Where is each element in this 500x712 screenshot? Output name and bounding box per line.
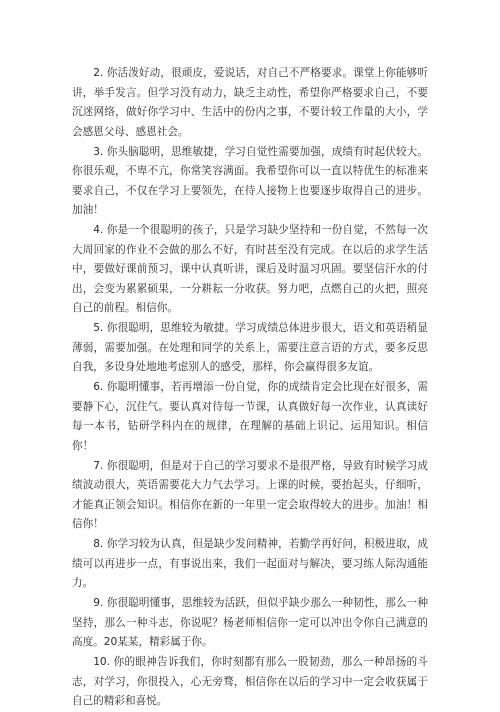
comment-paragraph-3: 3. 你头脑聪明，思维敏捷，学习自觉性需要加强，成绩有时起伏较大。你很乐观，不卑不亢，你常笑容满面。我希望你可以一直以特优生的标准来要求自己，不仅在学习上要领先，在待人接物上也要逐步取得自己的进步。加油！ (72, 145, 428, 216)
comment-paragraph-2: 2. 你活泼好动，很顽皮，爱说话，对自己不严格要求。课堂上你能够听讲，举手发言。但学习没有动力，缺乏主动性，希望你严格要求自己，不要沉迷网络，做好你学习中、生活中的份内之事，不要计较工作量的大小，学会感恩父母、感恩社会。 (72, 67, 428, 138)
comment-paragraph-8: 8. 你学习较为认真，但是缺少发问精神，若勤学再好问，积极进取，成绩可以再进步一点，有事说出来，我们一起面对与解决，要习练人际沟通能力。 (72, 538, 428, 589)
comment-paragraph-7: 7. 你很聪明，但是对于自己的学习要求不是很严格，导致有时候学习成绩波动很大，英语需要花大力气去学习。上课的时候，要抬起头，仔细听，才能真正领会知识。相信你在新的一年里一定会取得较大的进步。加油！相信你！ (72, 459, 428, 530)
comment-paragraph-4: 4. 你是一个很聪明的孩子，只是学习缺少坚持和一份自觉，不然每一次大周回家的作业不会做的那么不好，有时甚至没有完成。在以后的求学生活中，要做好课前预习，课中认真听讲，课后及时温习巩固。要坚信汗水的付出，会变为累累硕果，一分耕耘一分收获。努力吧，点燃自己的火把，照亮自己的前程。相信你。 (72, 224, 428, 314)
comment-paragraph-6: 6. 你聪明懂事，若再增添一份自觉，你的成绩肯定会比现在好很多，需要静下心，沉住气。要认真对待每一节课，认真做好每一次作业，认真读好每一本书，钻研学科内在的规律，在理解的基础上识记、运用知识。相信你！ (72, 381, 428, 452)
comment-paragraph-9: 9. 你很聪明懂事，思维较为活跃，但似乎缺少那么一种韧性，那么一种坚持，那么一种斗志，你说呢？杨老师相信你一定可以冲出令你自己满意的高度。20某某，精彩属于你。 (72, 597, 428, 648)
comment-paragraph-10: 10. 你的眼神告诉我们，你时刻都有那么一股韧劲，那么一种昂扬的斗志，对学习，你很投入，心无旁骛，相信你在以后的学习中一定会收获属于自己的精彩和喜悦。 (72, 656, 428, 707)
document-body (72, 64, 428, 712)
comment-paragraph-5: 5. 你很聪明，思维较为敏捷。学习成绩总体进步很大，语文和英语稍显薄弱，需要加强。在处理和同学的关系上，需要注意言语的方式，要多反思自我，多设身处地地考虑别人的感受，那样，你会赢得很多友谊。 (72, 322, 428, 373)
